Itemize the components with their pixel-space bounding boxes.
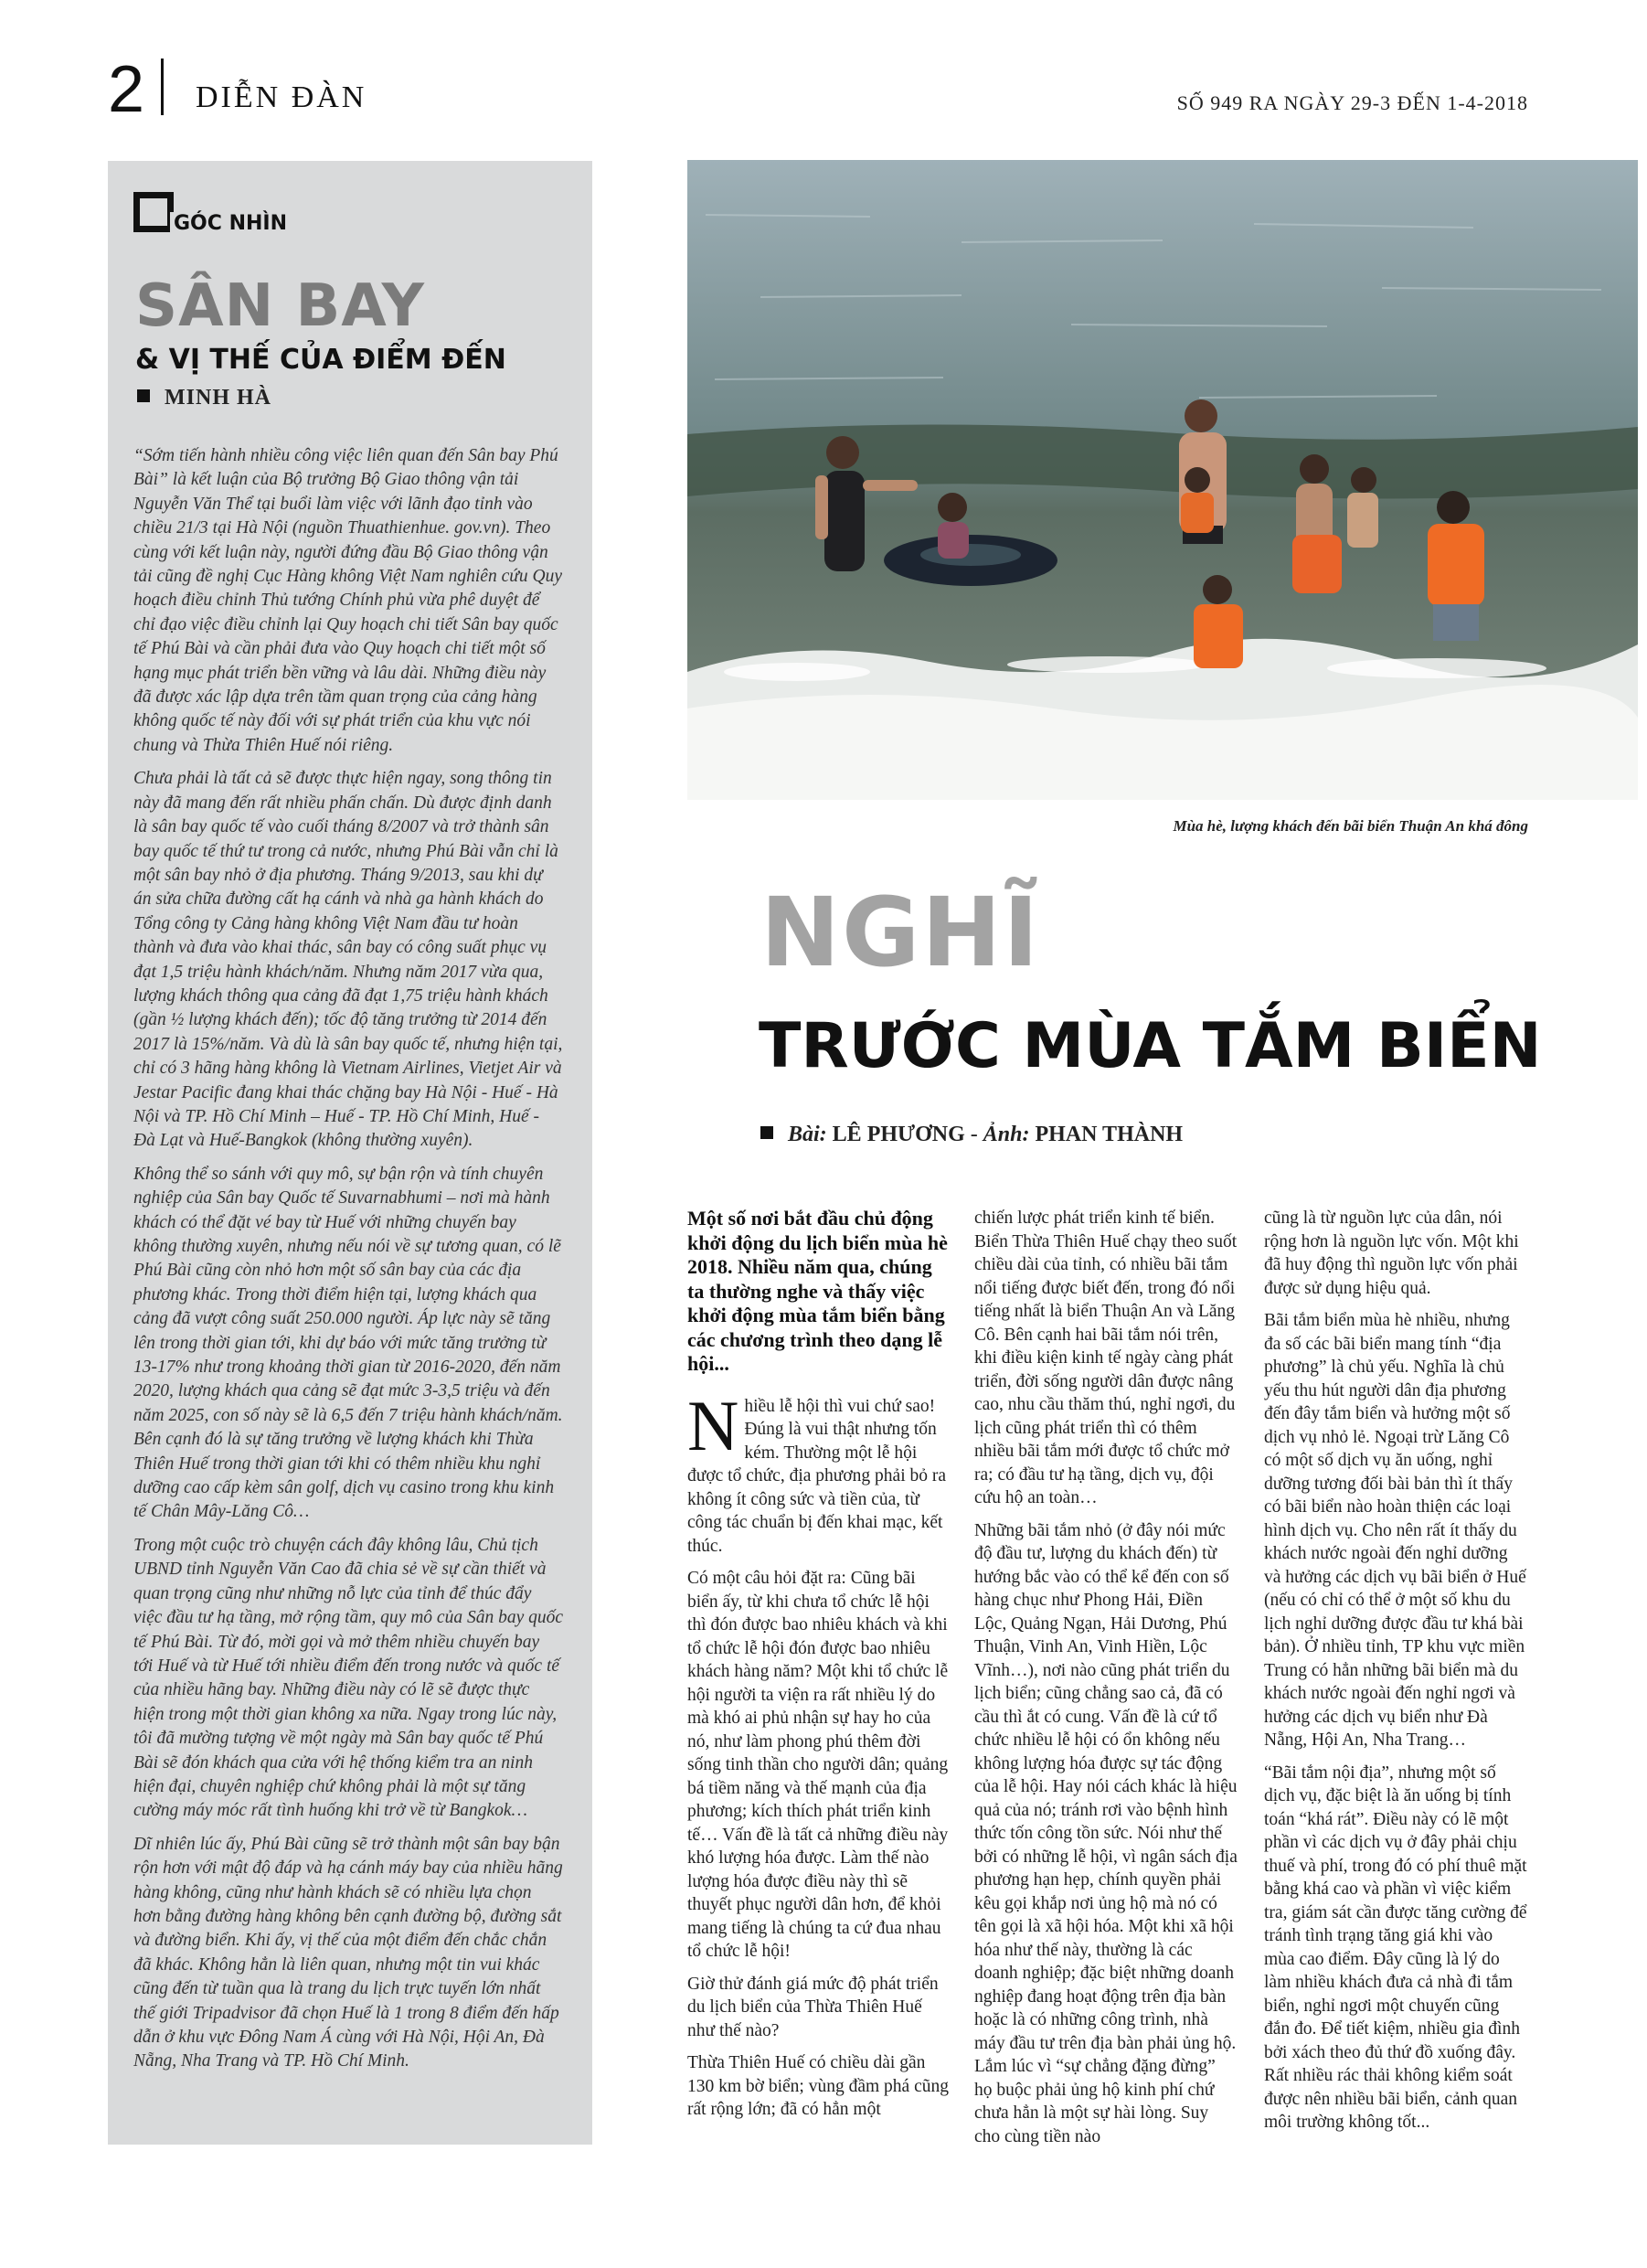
sidebar-title: SÂN BAY (135, 272, 425, 340)
photo-caption: Mùa hè, lượng khách đến bãi biển Thuận An khá đông (1173, 817, 1528, 835)
article-paragraph: chiến lược phát triển kinh tế biển. Biển Thừa Thiên Huế chạy theo suốt chiều dài của tỉnh, có nhiều bãi tắm nổi tiếng được biết đến, trong đó nổi tiếng nhất là biển Thuận An và Lăng Cô. Bên cạnh hai bãi tắm nói trên, khi điều kiện kinh tế ngày càng phát triển, đời sống người dân được nâng cao, nhu cầu thăm thú, nghỉ ngơi, du lịch cũng phát triển thì có thêm nhiều bãi tắm mới được tổ chức mở ra; có đầu tư hạ tầng, dịch vụ, đội cứu hộ an toàn… (974, 1209, 1238, 1507)
article-paragraph: Thừa Thiên Huế có chiều dài gần 130 km bờ biển; vùng đầm phá cũng rất rộng lớn; đã có hẳn một (687, 2053, 949, 2119)
article-column-1 (687, 1207, 951, 2131)
sidebar-paragraph: Chưa phải là tất cả sẽ được thực hiện ngay, song thông tin này đã mang đến rất nhiều phấn chấn. Dù được định danh là sân bay quốc tế vào cuối tháng 8/2007 và trở thành sân bay quốc tế thứ tư trong cả nước, nhưng Phú Bài vẫn chỉ là một sân bay nhỏ ở địa phương. Tháng 9/2013, sau khi dự án sửa chữa đường cất hạ cánh và nhà ga hành khách do Tổng công ty Cảng hàng không Việt Nam đầu tư hoàn thành và đưa vào khai thác, sân bay có công suất phục vụ đạt 1,5 triệu hành khách/năm. Nhưng năm 2017 vừa qua, lượng khách thông qua cảng đã đạt 1,75 triệu hành khách (gần ½ lượng khách đến); tốc độ tăng trưởng từ 2014 đến 2017 là 15%/năm. Và dù là sân bay quốc tế, nhưng hiện tại, chỉ có 3 hãng hàng không là Vietnam Airlines, Vietjet Air và Jestar Pacific đang khai thác chặng bay Hà Nội - Huế - Hà Nội và TP. Hồ Chí Minh – Huế - TP. Hồ Chí Minh, Huế - Đà Lạt và Huế-Bangkok (không thường xuyên). (133, 769, 563, 1151)
issue-info: SỐ 949 RA NGÀY 29-3 ĐẾN 1-4-2018 (1176, 91, 1528, 114)
drop-cap: N (687, 1385, 739, 1465)
sidebar-author-name: MINH HÀ (165, 386, 271, 410)
article-title-line-2: TRƯỚC MÙA TẮM BIỂN (759, 1010, 1542, 1082)
article-title-line-1: NGHĨ (760, 877, 1041, 988)
article-lead: Một số nơi bắt đầu chủ động khởi động du lịch biển mùa hè 2018. Nhiều năm qua, chúng ta thường nghe và thấy việc khởi động mùa tắm biển bằng các chương trình theo dạng lễ hội... (687, 1207, 948, 1375)
byline-photographer: PHAN THÀNH (1035, 1123, 1184, 1146)
article-paragraph: Những bãi tắm nhỏ (ở đây nói mức độ đầu tư, lượng du khách đến) từ hướng bắc vào có thể kể đến con số hàng chục như Phong Hải, Điền Lộc, Quảng Ngạn, Hải Dương, Phú Thuận, Vinh An, Vinh Hiền, Lộc Vĩnh…), nơi nào cũng phát triển du lịch biển; cũng chẳng sao cả, đã có cầu thì ắt có cung. Vấn đề là cứ tổ chức nhiều lễ hội có ổn không nếu không lượng hóa được sự tác động của lễ hội. Hay nói cách khác là hiệu quả của nó; tránh rơi vào bệnh hình thức tốn công tồn sức. Nói như thế bởi có những lễ hội, vì ngân sách địa phương hạn hẹp, chính quyền phải kêu gọi khắp nơi ủng hộ mà nó có tên gọi là xã hội hóa. Một khi xã hội hóa như thế này, thường là các doanh nghiệp; đặc biệt những doanh nghiệp đang hoạt động trên địa bàn hoặc là có những công trình, nhà máy đầu tư trên địa bàn phải ủng hộ. Lắm lúc vì “sự chẳng đặng đừng” họ buộc phải ủng hộ kinh phí chứ chưa hẳn là một sự hài lòng. Suy cho cùng tiền nào (974, 1520, 1238, 2146)
header-divider (161, 59, 164, 115)
beach-photo (687, 160, 1638, 800)
sidebar-paragraph: Không thể so sánh với quy mô, sự bận rộn và tính chuyên nghiệp của Sân bay Quốc tế Suvarnabhumi – nơi mà hành khách có thể đặt vé bay từ Huế với những chuyến bay không thường xuyên, nhưng nếu nói về sự tương quan, có lẽ Phú Bài cũng còn nhỏ hơn một số sân bay của các địa phương khác. Trong thời điểm hiện tại, lượng khách qua cảng đã vượt công suất 250.000 người. Áp lực này sẽ tăng lên trong thời gian tới, khi dự báo với mức tăng trưởng từ 13-17% như trong khoảng thời gian từ 2016-2020, đến năm 2020, lượng khách qua cảng sẽ đạt mức 3-3,5 triệu và đến năm 2025, con số này sẽ là 6,5 đến 7 triệu hành khách/năm. Bên cạnh đó là sự tăng trưởng về lượng khách khi Thừa Thiên Huế trong thời gian tới khi có thêm nhiều khu nghỉ dưỡng cao cấp kèm sân golf, dịch vụ casino trong khu kinh tế Chân Mây-Lăng Cô… (133, 1164, 563, 1522)
article-column-3 (1264, 1207, 1527, 2144)
article-paragraph: “Bãi tắm nội địa”, nhưng một số dịch vụ, đặc biệt là ăn uống bị tính toán “khá rát”. Điều này có lẽ một phần vì các dịch vụ ở đây phải chịu thuế và phí, trong đó có phí thuê mặt bằng khá cao và phần vì việc kiểm tra, giám sát cần được tăng cường để tránh tình trạng tăng giá khi vào mùa cao điểm. Đây cũng là lý do làm nhiều khách đưa cả nhà đi tắm biển, nghỉ ngơi một chuyến cũng đắn đo. Để tiết kiệm, nhiều gia đình bởi xách theo đủ thứ đồ xuống đây. Rất nhiều rác thải không kiểm soát được nên nhiều bãi biển, cảnh quan môi trường không tốt... (1264, 1762, 1527, 2132)
article-first-paragraph: hiều lễ hội thì vui chứ sao! Đúng là vui thật nhưng tốn kém. Thường một lễ hội được tổ chức, địa phương phải bỏ ra không ít công sức và tiền của, từ công tác chuẩn bị đến khai mạc, kết thúc. (687, 1396, 947, 1556)
article-paragraph: Giờ thử đánh giá mức độ phát triển du lịch biển của Thừa Thiên Huế như thế nào? (687, 1974, 939, 2040)
article-column-2 (974, 1207, 1238, 2157)
sidebar-body (133, 444, 563, 2083)
sidebar-paragraph: “Sớm tiến hành nhiều công việc liên quan đến Sân bay Phú Bài” là kết luận của Bộ trưởng Bộ Giao thông vận tải Nguyễn Văn Thể tại buổi làm việc với lãnh đạo tỉnh vào chiều 21/3 tại Hà Nội (nguồn Thuathienhue. gov.vn). Theo cùng với kết luận này, người đứng đầu Bộ Giao thông vận tải cũng đề nghị Cục Hàng không Việt Nam nghiên cứu Quy hoạch điều chỉnh Thủ tướng Chính phủ vừa phê duyệt để chỉ đạo việc điều chỉnh lại Quy hoạch chi tiết Sân bay quốc tế Phú Bài và cần phải đưa vào Quy hoạch chi tiết một số hạng mục phát triển bền vững và lâu dài. Những điều này đã được xác lập dựa trên tầm quan trọng của cảng hàng không quốc tế này đối với sự phát triển của khu vực nói chung và Thừa Thiên Huế nói riêng. (133, 446, 562, 755)
sidebar-paragraph: Dĩ nhiên lúc ấy, Phú Bài cũng sẽ trở thành một sân bay bận rộn hơn với mật độ đáp và hạ cánh máy bay của nhiều hãng hàng không, cũng như hành khách sẽ có nhiều lựa chọn hơn bằng đường hàng không bên cạnh đường bộ, đường sắt và đường biển. Khi ấy, vị thế của một điểm đến chắc chắn đã khác. Không hẳn là liên quan, nhưng một tin vui khác cũng đến từ tuần qua là trang du lịch trực tuyến lớn nhất thế giới Tripadvisor đã chọn Huế là 1 trong 8 điểm đến hấp dẫn ở khu vực Đông Nam Á cùng với Hà Nội, Hội An, Đà Nẵng, Nha Trang và TP. Hồ Chí Minh. (133, 1834, 563, 2071)
page-number: 2 (108, 53, 145, 126)
byline-author: LÊ PHƯƠNG (832, 1123, 965, 1146)
byline-photo-label: Ảnh: (983, 1123, 1030, 1146)
article-paragraph: Có một câu hỏi đặt ra: Cũng bãi biển ấy, từ khi chưa tổ chức lễ hội thì đón được bao nhiêu khách và khi tổ chức lễ hội đón được bao nhiêu khách hàng năm? Một khi tổ chức lễ hội người ta viện ra rất nhiều lý do mà khó ai phủ nhận sự hay ho của nó, như làm phong phú thêm đời sống tinh thần cho người dân; quảng bá tiềm năng và thế mạnh của địa phương; kích thích phát triển kinh tế… Vấn đề là tất cả những điều này khó lượng hóa được. Làm thế nào lượng hóa được điều này thì sẽ thuyết phục người dân hơn, để khỏi mang tiếng là chúng ta cứ đua nhau tổ chức lễ hội! (687, 1569, 949, 1961)
sidebar-kicker: GÓC NHÌN (170, 212, 291, 235)
sidebar-author (137, 386, 271, 410)
square-bullet-icon (137, 389, 150, 402)
article-paragraph: cũng là từ nguồn lực của dân, nói rộng hơn là nguồn lực vốn. Một khi đã huy động thì nguồn lực vốn phải được sử dụng hiệu quả. (1264, 1209, 1519, 1298)
byline-separator: - (964, 1123, 983, 1146)
article-paragraph (687, 1385, 951, 1559)
kicker-box-icon (133, 192, 174, 232)
section-title: DIỄN ĐÀN (196, 80, 367, 114)
square-bullet-icon (760, 1126, 773, 1139)
article-paragraph: Bãi tắm biển mùa hè nhiều, nhưng đa số các bãi biển mang tính “địa phương” là chủ yếu. Nghĩa là chủ yếu thu hút người dân địa phương đến đây tắm biển và hưởng một số dịch vụ nhỏ lẻ. Ngoại trừ Lăng Cô có một số dịch vụ ăn uống, nghỉ dưỡng tương đối bài bản thì ít thấy có bãi biển nào hoàn thiện các loại hình dịch vụ. Cho nên rất ít thấy du khách nước ngoài đến nghỉ dưỡng và hưởng các dịch vụ bãi biển ở Huế (nếu có chỉ có thể ở một số khu du lịch nghỉ dưỡng được đầu tư khá bài bản). Ở nhiều tỉnh, TP khu vực miền Trung có hẳn những bãi biển mà du khách nước ngoài đến nghỉ ngơi và hưởng các dịch vụ biển như Đà Nẵng, Hội An, Nha Trang… (1264, 1311, 1526, 1750)
sidebar-paragraph: Trong một cuộc trò chuyện cách đây không lâu, Chủ tịch UBND tỉnh Nguyễn Văn Cao đã chia sẻ về sự cần thiết và quan trọng cũng như những nỗ lực của tỉnh để thúc đẩy việc đầu tư hạ tầng, mở rộng tầm, quy mô của Sân bay quốc tế Phú Bài. Từ đó, mời gọi và mở thêm nhiều chuyến bay tới Huế và từ Huế tới nhiều điểm đến trong nước và quốc tế của nhiều hãng bay. Những điều này có lẽ sẽ được thực hiện trong một thời gian không xa nữa. Ngay trong lúc này, tôi đã mường tượng về một ngày mà Sân bay quốc tế Phú Bài sẽ đón khách qua cửa với hệ thống kiểm tra an ninh hiện đại, chuyên nghiệp chứ không phải là một sự tăng cường máy móc rất tình huống khi trở về từ Bangkok… (133, 1535, 564, 1821)
article-byline (760, 1123, 1183, 1147)
byline-text-label: Bài: (788, 1123, 827, 1146)
sidebar-subtitle: & VỊ THẾ CỦA ĐIỂM ĐẾN (135, 344, 506, 376)
